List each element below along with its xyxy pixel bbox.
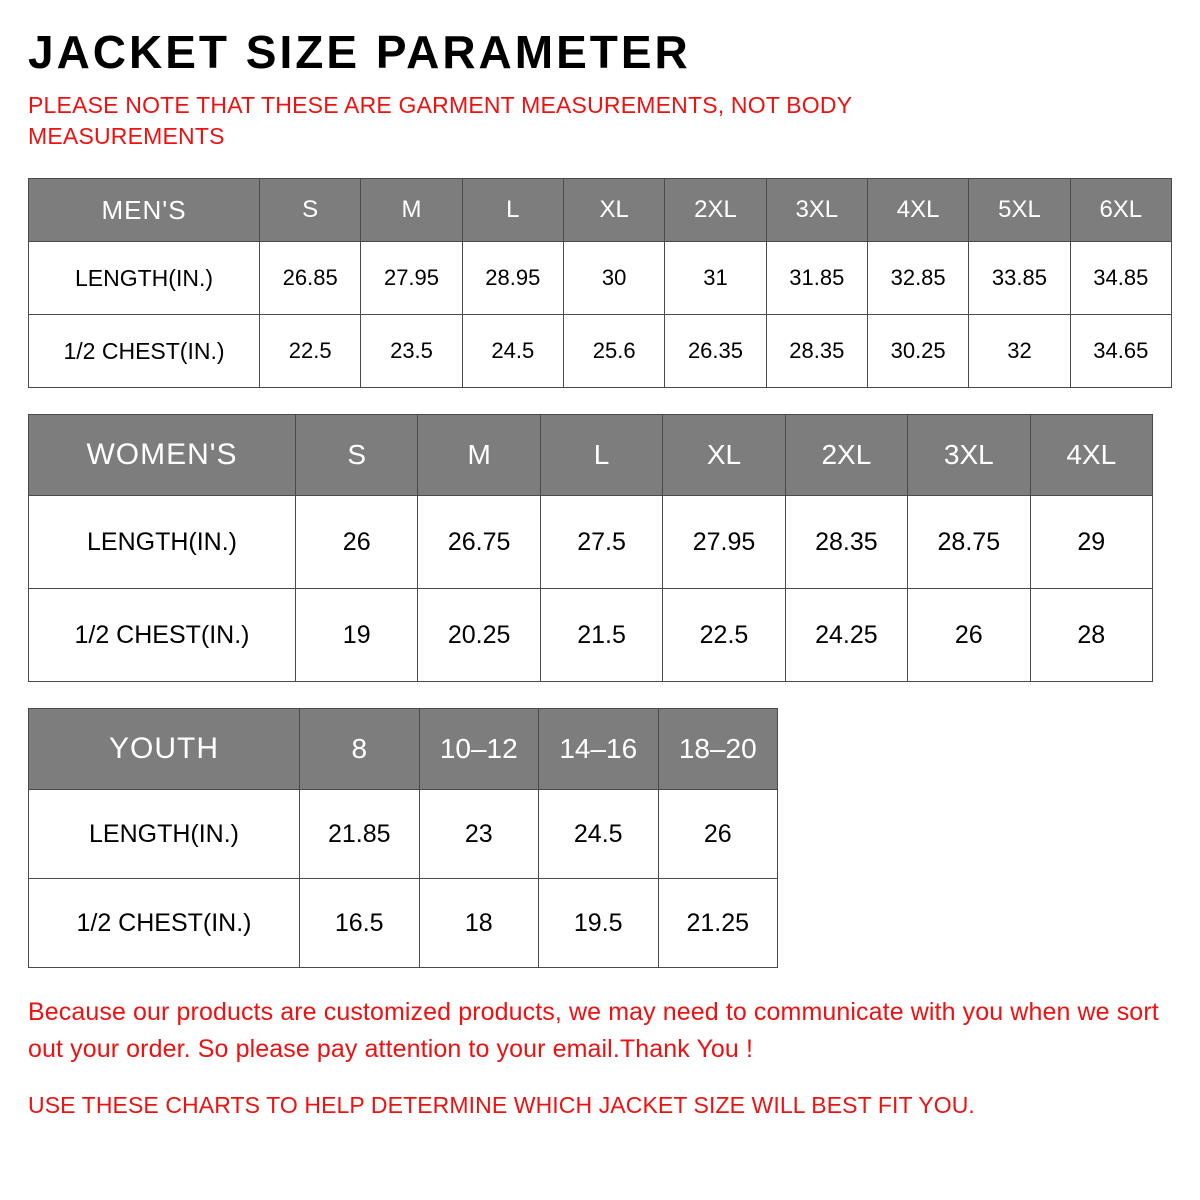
table-row [29, 315, 1172, 388]
size-column-header: 10–12 [419, 709, 539, 790]
measurement-cell: 30.25 [867, 315, 968, 388]
measurement-cell: 28.35 [785, 496, 907, 589]
size-column-header: 3XL [908, 415, 1030, 496]
measurement-cell: 26 [658, 790, 778, 879]
table-row [29, 496, 1153, 589]
size-column-header: XL [663, 415, 785, 496]
measurement-cell: 26 [296, 496, 418, 589]
measurement-cell: 16.5 [300, 879, 420, 968]
size-column-header: 2XL [785, 415, 907, 496]
table-row [29, 242, 1172, 315]
measurement-cell: 26 [908, 589, 1030, 682]
youth-size-table [28, 708, 778, 968]
measurement-cell: 24.5 [462, 315, 563, 388]
table-row [29, 589, 1153, 682]
measurement-cell: 34.85 [1070, 242, 1171, 315]
measurement-cell: 33.85 [969, 242, 1070, 315]
table-category-label: YOUTH [29, 709, 300, 790]
youth-table-body [29, 709, 778, 968]
size-column-header: 4XL [867, 179, 968, 242]
measurement-cell: 34.65 [1070, 315, 1171, 388]
size-column-header: 4XL [1030, 415, 1152, 496]
measurement-cell: 32 [969, 315, 1070, 388]
size-column-header: M [361, 179, 462, 242]
mens-table-body [29, 179, 1172, 388]
measurement-cell: 21.5 [540, 589, 662, 682]
measurement-cell: 31 [665, 242, 766, 315]
size-column-header: L [462, 179, 563, 242]
table-header-row [29, 709, 778, 790]
size-column-header: 14–16 [539, 709, 659, 790]
footer-note-charts: USE THESE CHARTS TO HELP DETERMINE WHICH JACKET SIZE WILL BEST FIT YOU. [28, 1091, 975, 1118]
measurement-cell: 20.25 [418, 589, 540, 682]
size-column-header: L [540, 415, 662, 496]
table-category-label: MEN'S [29, 179, 260, 242]
measurement-cell: 18 [419, 879, 539, 968]
size-column-header: 5XL [969, 179, 1070, 242]
measurement-row-label: LENGTH(IN.) [29, 496, 296, 589]
size-column-header: 3XL [766, 179, 867, 242]
measurement-row-label: LENGTH(IN.) [29, 790, 300, 879]
measurement-cell: 27.5 [540, 496, 662, 589]
measurement-cell: 32.85 [867, 242, 968, 315]
measurement-cell: 21.25 [658, 879, 778, 968]
footer-note-customized: Because our products are customized products, we may need to communicate with you when we sort out your order. So please pay attention to your email.Thank You ! [28, 998, 1159, 1063]
measurement-cell: 24.5 [539, 790, 659, 879]
measurement-cell: 28.75 [908, 496, 1030, 589]
measurement-cell: 26.75 [418, 496, 540, 589]
measurement-cell: 25.6 [563, 315, 664, 388]
measurement-cell: 31.85 [766, 242, 867, 315]
measurement-cell: 28.35 [766, 315, 867, 388]
size-column-header: 6XL [1070, 179, 1171, 242]
measurement-note: PLEASE NOTE THAT THESE ARE GARMENT MEASUREMENTS, NOT BODY MEASUREMENTS [28, 92, 852, 150]
measurement-row-label: 1/2 CHEST(IN.) [29, 879, 300, 968]
measurement-cell: 23.5 [361, 315, 462, 388]
measurement-cell: 28.95 [462, 242, 563, 315]
measurement-cell: 27.95 [361, 242, 462, 315]
measurement-cell: 21.85 [300, 790, 420, 879]
measurement-row-label: 1/2 CHEST(IN.) [29, 589, 296, 682]
table-header-row [29, 415, 1153, 496]
table-header-row [29, 179, 1172, 242]
measurement-cell: 19.5 [539, 879, 659, 968]
measurement-row-label: 1/2 CHEST(IN.) [29, 315, 260, 388]
size-column-header: S [260, 179, 361, 242]
measurement-cell: 30 [563, 242, 664, 315]
size-column-header: 18–20 [658, 709, 778, 790]
womens-table-body [29, 415, 1153, 682]
measurement-cell: 24.25 [785, 589, 907, 682]
mens-size-table [28, 178, 1172, 388]
table-row [29, 879, 778, 968]
measurement-cell: 26.85 [260, 242, 361, 315]
measurement-cell: 19 [296, 589, 418, 682]
size-column-header: XL [563, 179, 664, 242]
womens-size-table [28, 414, 1153, 682]
size-column-header: 2XL [665, 179, 766, 242]
size-column-header: 8 [300, 709, 420, 790]
measurement-cell: 29 [1030, 496, 1152, 589]
size-column-header: M [418, 415, 540, 496]
measurement-cell: 22.5 [260, 315, 361, 388]
measurement-cell: 27.95 [663, 496, 785, 589]
page-title: JACKET SIZE PARAMETER [28, 26, 691, 78]
footer-notes [28, 994, 1172, 1122]
table-category-label: WOMEN'S [29, 415, 296, 496]
measurement-cell: 23 [419, 790, 539, 879]
measurement-row-label: LENGTH(IN.) [29, 242, 260, 315]
measurement-cell: 28 [1030, 589, 1152, 682]
table-row [29, 790, 778, 879]
size-column-header: S [296, 415, 418, 496]
measurement-cell: 26.35 [665, 315, 766, 388]
measurement-cell: 22.5 [663, 589, 785, 682]
